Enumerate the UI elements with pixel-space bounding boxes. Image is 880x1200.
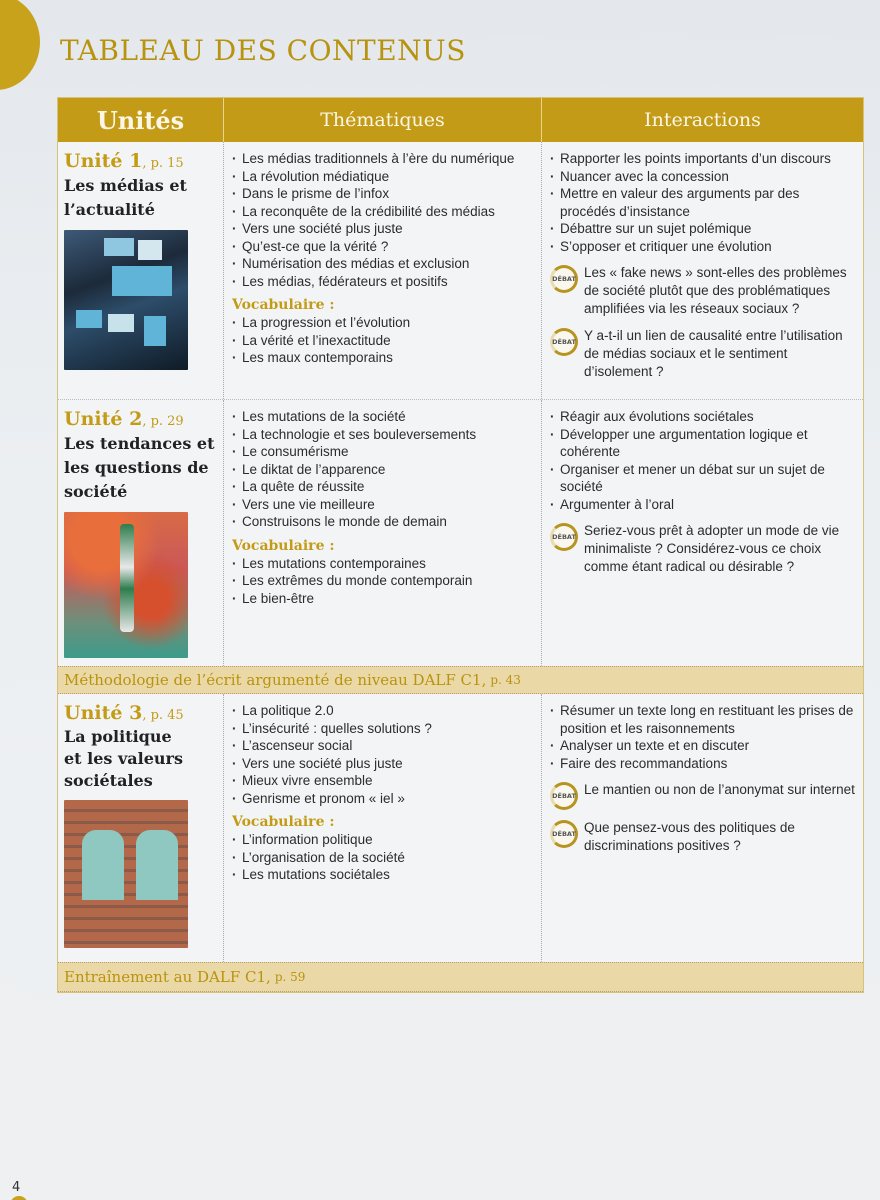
theme-item: · Vers une société plus juste [232, 755, 541, 773]
theme-item: · Qu’est-ce que la vérité ? [232, 238, 541, 256]
unit-page: , p. 29 [142, 414, 184, 429]
debate-item [550, 819, 855, 855]
unit-number[interactable]: Unité 3 [64, 702, 143, 724]
interaction-item: · Développer une argumentation logique et cohérente [550, 426, 855, 461]
vocab-item: · La progression et l’évolution [232, 314, 541, 332]
vocab-item: · L’information politique [232, 831, 541, 849]
theme-item: · Mieux vivre ensemble [232, 772, 541, 790]
theme-item: · Vers une vie meilleure [232, 496, 541, 514]
theme-item: · Numérisation des médias et exclusion [232, 255, 541, 273]
theme-item: · Les mutations de la société [232, 408, 541, 426]
methodology-band[interactable] [58, 666, 863, 694]
interaction-item: · Résumer un texte long en restituant les prises de position et les raisonnements [550, 702, 855, 737]
unit-title: Les médias et l’actualité [64, 176, 187, 219]
unit-row-2 [58, 400, 863, 666]
newsroom-photo [64, 230, 188, 370]
page-number-decoration [10, 1196, 28, 1200]
vocab-item: · Les mutations contemporaines [232, 555, 541, 573]
band-page: p. 43 [490, 673, 521, 687]
debate-text: Que pensez-vous des politiques de discriminations positives ? [584, 820, 795, 853]
debat-badge-icon: DÉBAT [550, 782, 578, 810]
interactions-list [550, 702, 855, 772]
interaction-item: · Nuancer avec la concession [550, 168, 855, 186]
vocab-item: · L’organisation de la société [232, 849, 541, 867]
unit-title: La politique et les valeurs sociétales [64, 727, 183, 790]
themes-list [232, 408, 541, 531]
band-label: Méthodologie de l’écrit argumenté de niveau DALF C1, [64, 671, 487, 689]
vocabulary-heading: Vocabulaire : [232, 537, 335, 554]
page-number: 4 [12, 1180, 21, 1195]
theme-item: · Genrisme et pronom « iel » [232, 790, 541, 808]
training-band[interactable] [58, 962, 863, 992]
debate-item [550, 327, 855, 381]
page-title: TABLEAU DES CONTENUS [60, 34, 466, 67]
interactions-list [550, 150, 855, 255]
debate-item [550, 264, 855, 318]
debate-text: Y a-t-il un lien de causalité entre l’utilisation de médias sociaux et le sentiment d’isolement ? [584, 328, 843, 379]
interaction-item: · Rapporter les points importants d’un discours [550, 150, 855, 168]
theme-item: · L’insécurité : quelles solutions ? [232, 720, 541, 738]
theme-item: · Les médias traditionnels à l’ère du numérique [232, 150, 541, 168]
interaction-item: · Mettre en valeur des arguments par des procédés d’insistance [550, 185, 855, 220]
debat-badge-icon: DÉBAT [550, 328, 578, 356]
interactions-list [550, 408, 855, 513]
theme-item: · La politique 2.0 [232, 702, 541, 720]
vocabulary-list [232, 555, 541, 608]
theme-item: · La quête de réussite [232, 478, 541, 496]
interaction-item: · Organiser et mener un débat sur un sujet de société [550, 461, 855, 496]
unit-title: Les tendances et les questions de société [64, 434, 215, 501]
interaction-item: · Faire des recommandations [550, 755, 855, 773]
vocab-item: · Les mutations sociétales [232, 866, 541, 884]
unit-row-3 [58, 694, 863, 962]
debate-item [550, 522, 855, 576]
debate-text: Le mantien ou non de l’anonymat sur internet [584, 782, 855, 797]
debat-badge-icon: DÉBAT [550, 523, 578, 551]
theme-item: · Vers une société plus juste [232, 220, 541, 238]
theme-item: · Dans le prisme de l’infox [232, 185, 541, 203]
unit-number[interactable]: Unité 1 [64, 150, 143, 172]
unit-number[interactable]: Unité 2 [64, 408, 143, 430]
unit-page: , p. 15 [142, 156, 184, 171]
vocab-item: · La vérité et l’inexactitude [232, 332, 541, 350]
unit-row-1 [58, 142, 863, 400]
interaction-item: · Réagir aux évolutions sociétales [550, 408, 855, 426]
vocab-item: · Les extrêmes du monde contemporain [232, 572, 541, 590]
band-page: p. 59 [274, 970, 306, 984]
debat-badge-icon: DÉBAT [550, 265, 578, 293]
theme-item: · L’ascenseur social [232, 737, 541, 755]
vocabulary-heading: Vocabulaire : [232, 814, 335, 830]
interaction-item: · S’opposer et critiquer une évolution [550, 238, 855, 256]
vocabulary-list [232, 314, 541, 367]
themes-list [232, 702, 541, 807]
header-themes: Thématiques [224, 98, 542, 142]
debate-text: Les « fake news » sont-elles des problèmes de société plutôt que des problématiques amplifiées via les réseaux sociaux ? [584, 265, 847, 316]
interaction-item: · Débattre sur un sujet polémique [550, 220, 855, 238]
theme-item: · La révolution médiatique [232, 168, 541, 186]
interaction-item: · Analyser un texte et en discuter [550, 737, 855, 755]
band-label: Entraînement au DALF C1, [64, 968, 271, 986]
vocabulary-heading: Vocabulaire : [232, 297, 335, 313]
crowd-photo [64, 512, 188, 658]
theme-item: · Le diktat de l’apparence [232, 461, 541, 479]
table-header [58, 98, 863, 142]
contents-table [57, 97, 864, 993]
header-interactions: Interactions [644, 109, 761, 131]
vocab-item: · Le bien-être [232, 590, 541, 608]
unit-page: , p. 45 [142, 708, 184, 723]
debat-badge-icon: DÉBAT [550, 820, 578, 848]
vocabulary-list [232, 831, 541, 884]
debate-text: Seriez-vous prêt à adopter un mode de vie minimaliste ? Considérez-vous ce choix comme étant radical ou désirable ? [584, 523, 840, 574]
header-units: Unités [58, 98, 224, 142]
theme-item: · Le consumérisme [232, 443, 541, 461]
debate-item [550, 781, 855, 810]
theme-item: · La reconquête de la crédibilité des médias [232, 203, 541, 221]
theme-item: · Construisons le monde de demain [232, 513, 541, 531]
themes-list [232, 150, 541, 290]
vocab-item: · Les maux contemporains [232, 349, 541, 367]
interaction-item: · Argumenter à l’oral [550, 496, 855, 514]
theme-item: · Les médias, fédérateurs et positifs [232, 273, 541, 291]
facade-photo [64, 800, 188, 948]
corner-decoration [0, 0, 40, 90]
theme-item: · La technologie et ses bouleversements [232, 426, 541, 444]
